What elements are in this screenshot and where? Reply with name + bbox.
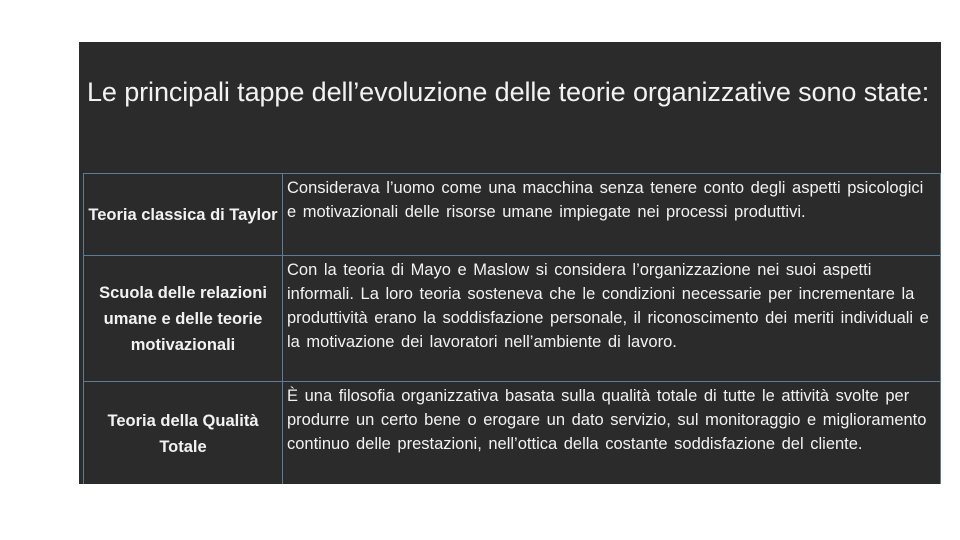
table-row [84,174,941,256]
theory-description: È una filosofia organizzativa basata sulla qualità totale di tutte le attività svolte per produrre un certo bene o erogare un dato servizio, sul monitoraggio e miglioramento continuo delle prestazioni, nell’ottica della costante soddisfazione del cliente. [283,382,941,485]
content-panel [79,42,941,484]
theory-term: Teoria classica di Taylor [84,174,283,256]
theories-table [83,173,941,484]
table-row [84,256,941,382]
table-row [84,382,941,485]
slide-title: Le principali tappe dell’evoluzione delle teorie organizzative sono state: [87,77,930,107]
theory-description: Considerava l’uomo come una macchina senza tenere conto degli aspetti psicologici e motivazionali delle risorse umane impiegate nei processi produttivi. [283,174,941,256]
theory-description: Con la teoria di Mayo e Maslow si considera l’organizzazione nei suoi aspetti informali. La loro teoria sosteneva che le condizioni necessarie per incrementare la produttività erano la soddisfazione personale, il riconoscimento dei meriti individuali e la motivazione dei lavoratori nell’ambiente di lavoro. [283,256,941,382]
theory-term: Teoria della Qualità Totale [84,382,283,485]
theory-term: Scuola delle relazioni umane e delle teorie motivazionali [84,256,283,382]
